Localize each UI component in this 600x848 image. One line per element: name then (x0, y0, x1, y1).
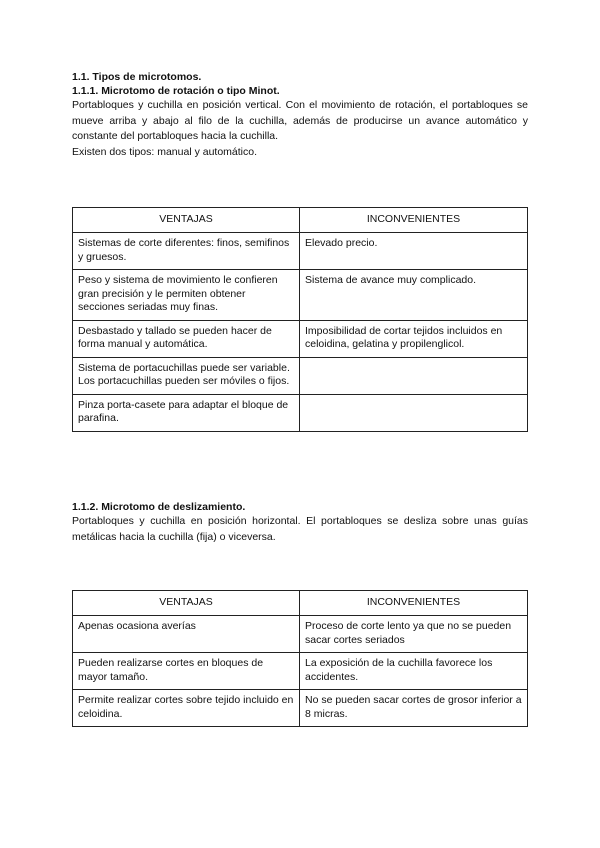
cell-advantage: Desbastado y tallado se pueden hacer de forma manual y automática. (73, 320, 300, 357)
cell-advantage: Peso y sistema de movimiento le confieren gran precisión y le permiten obtener secciones seriadas muy finas. (73, 270, 300, 321)
header-inconvenientes: INCONVENIENTES (300, 208, 528, 233)
table-row (73, 690, 528, 727)
cell-disadvantage: Proceso de corte lento ya que no se pueden sacar cortes seriados (300, 616, 528, 653)
cell-disadvantage: No se pueden sacar cortes de grosor inferior a 8 micras. (300, 690, 528, 727)
table-header-row (73, 591, 528, 616)
table-rotation-pros-cons (72, 207, 528, 432)
table-row (73, 233, 528, 270)
header-ventajas: VENTAJAS (73, 208, 300, 233)
subheading-rotation-microtome: 1.1.1. Microtomo de rotación o tipo Minot. (72, 85, 280, 97)
subheading-sliding-microtome: 1.1.2. Microtomo de deslizamiento. (72, 501, 246, 513)
paragraph-rotation-description: Portabloques y cuchilla en posición vertical. Con el movimiento de rotación, el portabloques se mueve arriba y abajo al filo de la cuchilla, además de producirse un avance automático y constante del portabloques hacia la cuchilla. (72, 99, 528, 142)
table-sliding-pros-cons (72, 590, 528, 727)
table-header-row (73, 208, 528, 233)
cell-advantage: Pueden realizarse cortes en bloques de mayor tamaño. (73, 653, 300, 690)
cell-advantage: Permite realizar cortes sobre tejido incluido en celoidina. (73, 690, 300, 727)
table-row (73, 653, 528, 690)
table-row (73, 616, 528, 653)
cell-advantage: Apenas ocasiona averías (73, 616, 300, 653)
cell-disadvantage: Sistema de avance muy complicado. (300, 270, 528, 321)
section-rotation-microtome (72, 70, 528, 160)
header-ventajas: VENTAJAS (73, 591, 300, 616)
paragraph-types: Existen dos tipos: manual y automático. (72, 145, 258, 158)
cell-disadvantage: Imposibilidad de cortar tejidos incluidos en celoidina, gelatina y propilenglicol. (300, 320, 528, 357)
heading-microtome-types: 1.1. Tipos de microtomos. (72, 71, 202, 83)
cell-disadvantage (300, 394, 528, 431)
header-inconvenientes: INCONVENIENTES (300, 591, 528, 616)
cell-advantage: Pinza porta-casete para adaptar el bloque de parafina. (73, 394, 300, 431)
table-row (73, 320, 528, 357)
table-row (73, 394, 528, 431)
cell-advantage: Sistema de portacuchillas puede ser variable. Los portacuchillas pueden ser móviles o fijos. (73, 357, 300, 394)
cell-advantage: Sistemas de corte diferentes: finos, semifinos y gruesos. (73, 233, 300, 270)
cell-disadvantage (300, 357, 528, 394)
section-sliding-microtome (72, 500, 528, 545)
table-row (73, 270, 528, 321)
cell-disadvantage: La exposición de la cuchilla favorece los accidentes. (300, 653, 528, 690)
table-row (73, 357, 528, 394)
cell-disadvantage: Elevado precio. (300, 233, 528, 270)
paragraph-sliding-description: Portabloques y cuchilla en posición horizontal. El portabloques se desliza sobre unas guías metálicas hacia la cuchilla (fija) o viceversa. (72, 515, 528, 543)
